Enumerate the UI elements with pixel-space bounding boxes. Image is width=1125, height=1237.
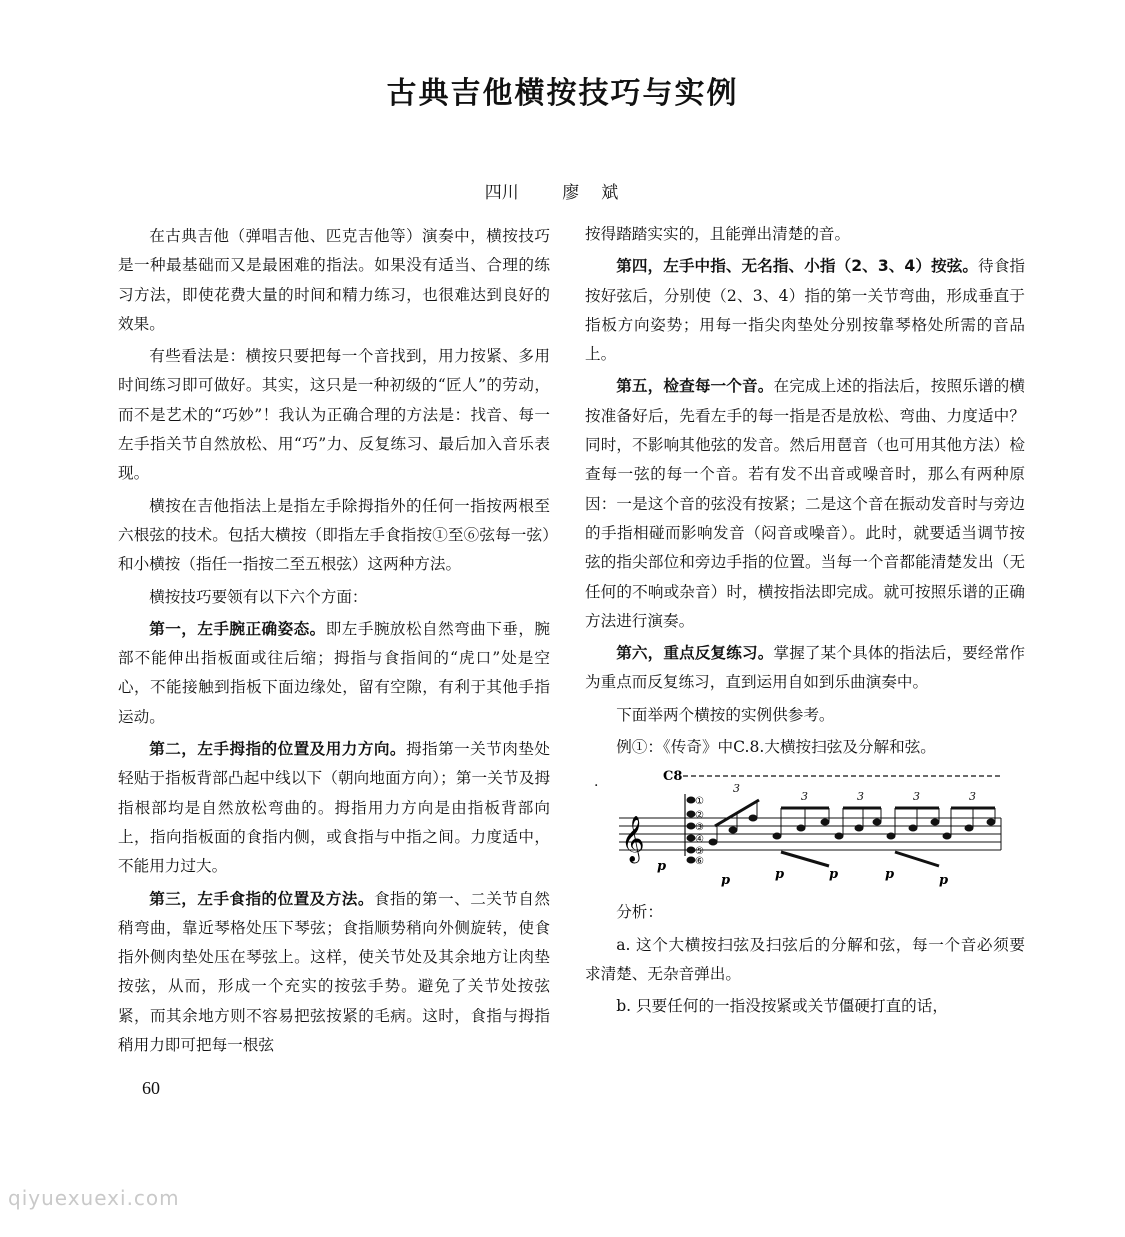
triplet-group xyxy=(835,790,881,839)
section-5-body: 在完成上述的指法后，按照乐谱的横按准备好后，先看左手的每一指是否是放松、弯曲、力度适中？同时，不影响其他弦的发音。然后用琶音（也可用其他方法）检查每一弦的每一个音。若有发不出音或噪音时，那么有两种原因：一是这个音的弦没有按紧；二是这个音在振动发音时与旁边的手指相碰而影响发音（闷音或噪音）。此时，就要适当调节按弦的指尖部位和旁边手指的位置。当每一个音都能清楚发出（无任何的不响或杂音）时，横按指法即完成。就可按照乐谱的正确方法进行演奏。 xyxy=(585,377,1025,630)
example-1-caption: 例①：《传奇》中C.8.大横按扫弦及分解和弦。 xyxy=(616,738,936,757)
triplet-mark: 3 xyxy=(857,790,864,804)
thumb-mark: p xyxy=(939,873,949,889)
thumb-mark: p xyxy=(721,873,731,889)
analysis-a: a. 这个大横按扫弦及扫弦后的分解和弦，每一个音必须要求清楚、无杂音弹出。 xyxy=(585,935,1025,983)
thumb-mark: p xyxy=(657,859,667,875)
triplet-mark: 3 xyxy=(801,790,808,804)
section-6-heading: 第六，重点反复练习。 xyxy=(616,644,774,663)
section-1 xyxy=(118,615,550,732)
section-2-body: 拇指第一关节肉垫处轻贴于指板背部凸起中线以下（朝向地面方向）；第一关节及拇指根部均是自然放松弯曲的。拇指用力方向是由指板背部向上，指向指板面的食指内侧，或食指与中指之间。力度适中，不能用力过大。 xyxy=(118,740,550,876)
section-5-heading: 第五，检查每一个音。 xyxy=(616,377,774,396)
treble-clef-icon: 𝄞 xyxy=(621,816,645,863)
section-2 xyxy=(118,735,550,881)
opening-chord xyxy=(685,794,695,863)
score-position-mark: C8 xyxy=(663,769,683,785)
paragraph-continuation: 按得踏踏实实的，且能弹出清楚的音。 xyxy=(585,225,851,243)
paragraph-intro: 在古典吉他（弹唱吉他、匹克吉他等）演奏中，横按技巧是一种最基础而又是最困难的指法。如果没有适当、合理的练习方法，即使花费大量的时间和精力练习，也很难达到良好的效果。 xyxy=(118,227,550,333)
triplet-groups xyxy=(709,782,995,845)
string-marks xyxy=(695,796,704,867)
string-mark: ⑥ xyxy=(695,856,704,868)
author-region: 四川 xyxy=(484,183,519,203)
byline xyxy=(0,178,1125,203)
triplet-group xyxy=(709,782,759,845)
triplet-mark: 3 xyxy=(969,790,976,804)
article-title: 古典吉他横按技巧与实例 xyxy=(386,76,739,111)
section-1-heading: 第一，左手腕正确姿态。 xyxy=(149,619,326,638)
section-3-heading: 第三，左手食指的位置及方法。 xyxy=(149,889,374,908)
triplet-group xyxy=(943,790,995,839)
section-4 xyxy=(585,252,1025,369)
analysis-label: 分析： xyxy=(616,903,663,922)
section-4-heading: 第四，左手中指、无名指、小指（2、3、4）按弦。 xyxy=(616,257,979,276)
thumb-mark: p xyxy=(775,867,785,883)
triplet-mark: 3 xyxy=(733,782,740,796)
author-name: 廖斌 xyxy=(562,183,641,203)
triplet-group xyxy=(773,790,829,839)
section-6-body: 掌握了某个具体的指法后，要经常作为重点而反复练习，直到运用自如到乐曲演奏中。 xyxy=(585,644,1025,692)
section-2-heading: 第二，左手拇指的位置及用力方向。 xyxy=(149,740,406,759)
triplet-mark: 3 xyxy=(913,790,920,804)
section-3-body: 食指的第一、二关节自然稍弯曲，靠近琴格处压下琴弦；食指顺势稍向外侧旋转，使食指外侧肉垫处压在琴弦上。这样，使关节处及其余地方让肉垫按弦，从而，形成一个充实的按弦手势。避免了关节处按弦紧，而其余地方则不容易把弦按紧的毛病。这时，食指与拇指稍用力即可把每一根弦 xyxy=(118,889,550,1055)
string-mark: ③ xyxy=(695,822,704,834)
string-mark: ⑤ xyxy=(695,846,704,858)
paragraph-definition: 横按在吉他指法上是指左手除拇指外的任何一指按两根至六根弦的技术。包括大横按（即指左手食指按①至⑥弦每一弦）和小横按（指任一指按二至五根弦）这两种方法。 xyxy=(118,496,550,574)
thumb-mark: p xyxy=(829,867,839,883)
section-5 xyxy=(585,372,1025,636)
section-6 xyxy=(585,639,1025,698)
section-3 xyxy=(118,885,550,1061)
section-4-body: 待食指按好弦后，分别使（2、3、4）指的第一关节弯曲，形成垂直于指板方向姿势；用每一指尖肉垫处分别按靠琴格处所需的音品上。 xyxy=(585,257,1025,364)
string-mark: ② xyxy=(695,810,704,822)
string-mark: ① xyxy=(695,796,704,808)
triplet-group xyxy=(887,790,939,839)
music-score xyxy=(609,766,1009,892)
section-1-body: 即左手腕放松自然弯曲下垂，腕部不能伸出指板面或往后缩；拇指与食指间的“虎口”处是空心，不能接触到指板下面边缘处，留有空隙，有利于其他手指运动。 xyxy=(118,619,550,726)
thumb-mark: p xyxy=(885,867,895,883)
analysis-b: b. 只要任何的一指没按紧或关节僵硬打直的话， xyxy=(616,997,948,1016)
bass-beams xyxy=(781,852,939,866)
left-column xyxy=(118,222,550,1063)
bullet-dot: · xyxy=(594,778,599,794)
watermark: qiyuexuexi.com xyxy=(8,1186,180,1210)
examples-intro: 下面举两个横按的实例供参考。 xyxy=(616,705,835,724)
paragraph-six-points: 横按技巧要领有以下六个方面： xyxy=(149,587,368,606)
page-number: 60 xyxy=(142,1078,160,1098)
right-column xyxy=(585,220,1025,1025)
string-mark: ④ xyxy=(695,834,704,846)
paragraph-views: 有些看法是：横按只要把每一个音找到，用力按紧、多用时间练习即可做好。其实，这只是一种初级的“匠人”的劳动，而不是艺术的“巧妙”！我认为正确合理的方法是：找音、每一左手指关节自然放松、用“巧”力、反复练习、最后加入音乐表现。 xyxy=(118,347,550,483)
